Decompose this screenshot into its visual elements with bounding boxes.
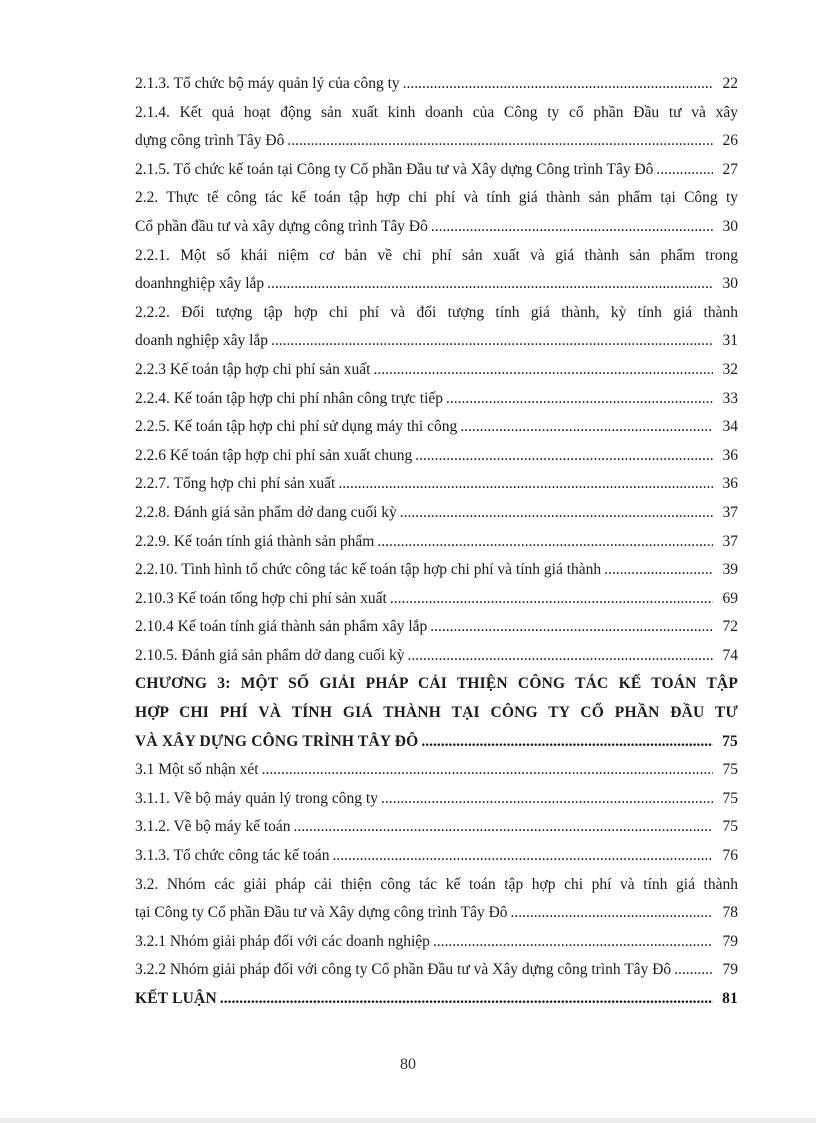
toc-entry-line [135,613,738,642]
toc-dot-leader [381,785,713,814]
toc-dot-leader [430,613,713,642]
toc-entry-title: 2.2.7. Tổng hợp chi phí sản xuất [135,475,336,493]
toc-page-number: 30 [722,275,738,293]
toc-dot-leader [415,442,713,471]
toc-entry [135,956,738,985]
toc-page-number: 75 [722,761,738,779]
toc-dot-leader [656,156,713,185]
toc-entry-title: 2.10.3 Kế toán tổng hợp chi phí sản xuất [135,589,387,607]
toc-entry-title: 2.2.9. Kế toán tính giá thành sản phẩm [135,532,375,550]
toc-entry-title: 3.1 Một số nhận xét [135,761,259,779]
page-number: 80 [400,1056,416,1073]
toc-dot-leader [332,842,713,871]
toc-entry-line [135,442,738,471]
toc-entry [135,99,738,156]
toc-entry [135,299,738,356]
toc-entry-title: dựng công trình Tây Đô [135,132,285,150]
toc-entry [135,613,738,642]
toc-entry-line [135,213,738,242]
toc-entry-title: 3.1.2. Về bộ máy kế toán [135,818,291,836]
toc-page-number: 30 [722,217,738,235]
toc-dot-leader [377,528,713,557]
toc-entry-line [135,899,738,928]
toc-page-number: 39 [722,561,738,579]
toc-entry-title: tại Công ty Cổ phần Đầu tư và Xây dựng công trình Tây Đô [135,904,508,922]
toc-page-number: 76 [722,847,738,865]
toc-page-number: 81 [722,990,738,1007]
toc-entry-line [135,156,738,185]
toc-dot-leader [460,413,713,442]
toc-page-number: 36 [722,446,738,464]
toc-page-number: 32 [722,360,738,378]
toc-dot-leader [262,756,713,785]
toc-entry-title: doanhnghiệp xây lắp [135,275,265,293]
toc-page-number: 34 [722,418,738,436]
toc-entry-title: 3.2.2 Nhóm giải pháp đối với công ty Cổ phần Đầu tư và Xây dựng công trình Tây Đô [135,961,672,979]
toc-dot-leader [390,585,713,614]
toc-entry-title: 2.10.5. Đánh giá sản phẩm dở dang cuối kỳ [135,646,405,664]
toc-dot-leader [373,356,713,385]
toc-entry [135,871,738,928]
toc-entry-title: 2.10.4 Kế toán tính giá thành sản phẩm xây lắp [135,618,428,636]
toc-entry-title: 2.2.8. Đánh giá sản phẩm dở dang cuối kỳ [135,503,397,521]
table-of-contents [135,70,738,1014]
toc-page-number: 22 [722,75,738,92]
toc-entry-line [135,470,738,499]
toc-entry-line [135,842,738,871]
toc-dot-leader [294,813,713,842]
toc-entry-line [135,70,738,99]
toc-entry [135,585,738,614]
toc-entry-text-line: 3.2. Nhóm các giải pháp cải thiện công tác kế toán tập hợp chi phí và tính giá thành [135,875,738,893]
toc-entry-line [135,956,738,985]
toc-entry-line [135,356,738,385]
toc-entry [135,813,738,842]
toc-dot-leader [408,642,714,671]
toc-entry-line [135,642,738,671]
toc-entry-title: 2.2.6 Kế toán tập hợp chi phí sản xuất chung [135,446,413,464]
toc-entry-text-line: 2.1.4. Kết quả hoạt động sản xuất kinh doanh của Công ty cổ phần Đầu tư và xây [135,103,738,121]
toc-dot-leader [446,385,713,414]
toc-page-number: 37 [722,503,738,521]
toc-entry [135,470,738,499]
toc-entry [135,156,738,185]
toc-page-number: 79 [722,961,738,979]
toc-entry-line [135,728,738,757]
toc-page-number: 75 [722,818,738,836]
toc-entry [135,70,738,99]
toc-entry [135,842,738,871]
toc-entry-line [135,499,738,528]
toc-page-number: 79 [722,932,738,950]
toc-page-number: 33 [722,389,738,407]
toc-entry-line [135,127,738,156]
page-bottom-edge [0,1118,816,1123]
toc-entry-line [135,327,738,356]
toc-page-number: 75 [722,789,738,807]
toc-entry-title: VÀ XÂY DỰNG CÔNG TRÌNH TÂY ĐÔ [135,732,419,750]
toc-entry [135,356,738,385]
toc-dot-leader [604,556,713,585]
toc-dot-leader [271,327,713,356]
toc-page-number: 31 [722,332,738,350]
toc-entry-text-line: 2.2.1. Một số khái niệm cơ bản về chi phí sản xuất và giá thành sản phẩm trong [135,246,738,264]
toc-entry-title: Cổ phần đầu tư và xây dựng công trình Tây Đô [135,217,428,235]
toc-entry-line [135,928,738,957]
toc-entry [135,385,738,414]
toc-dot-leader [267,270,713,299]
toc-entry [135,413,738,442]
toc-entry [135,242,738,299]
toc-entry-line [135,528,738,557]
toc-entry [135,556,738,585]
toc-dot-leader [433,928,713,957]
toc-entry [135,442,738,471]
toc-entry [135,785,738,814]
toc-dot-leader [400,499,713,528]
toc-page-number: 37 [722,532,738,550]
toc-entry-text-line: CHƯƠNG 3: MỘT SỐ GIẢI PHÁP CẢI THIỆN CÔNG TÁC KẾ TOÁN TẬP [135,675,738,693]
toc-entry-title: 2.2.10. Tình hình tổ chức công tác kế toán tập hợp chi phí và tính giá thành [135,561,602,579]
toc-page-number: 74 [722,646,738,664]
toc-entry-line [135,785,738,814]
toc-entry [135,184,738,241]
toc-page-number: 69 [722,589,738,607]
toc-entry-title: 3.1.3. Tổ chức công tác kế toán [135,847,330,865]
toc-entry-line [135,556,738,585]
toc-entry-title: 2.2.4. Kế toán tập hợp chi phí nhân công trực tiếp [135,389,444,407]
toc-dot-leader [431,213,713,242]
toc-entry-title: 2.1.5. Tổ chức kế toán tại Công ty Cổ phần Đầu tư và Xây dựng Công trình Tây Đô [135,160,654,178]
toc-entry-line [135,756,738,785]
toc-chapter-entry [135,985,738,1014]
toc-entry-line [135,413,738,442]
toc-page-number: 27 [722,160,738,178]
toc-entry-line [135,813,738,842]
toc-entry-line [135,985,738,1014]
toc-entry-text-line: HỢP CHI PHÍ VÀ TÍNH GIÁ THÀNH TẠI CÔNG TY CỔ PHẦN ĐẦU TƯ [135,704,738,722]
toc-dot-leader [287,127,713,156]
toc-entry-title: 2.2.3 Kế toán tập hợp chi phí sản xuất [135,360,371,378]
toc-entry-line [135,385,738,414]
toc-entry-line [135,585,738,614]
toc-dot-leader [338,470,713,499]
toc-entry-text-line: 2.2. Thực tế công tác kế toán tập hợp chi phí và tính giá thành sản phẩm tại Công ty [135,189,738,207]
toc-page-number: 75 [722,732,738,750]
toc-dot-leader [421,728,713,757]
toc-entry [135,928,738,957]
toc-entry-title: KẾT LUẬN [135,990,217,1007]
toc-entry-title: 3.1.1. Về bộ máy quản lý trong công ty [135,789,378,807]
toc-page-number: 36 [722,475,738,493]
toc-dot-leader [511,899,713,928]
toc-entry [135,642,738,671]
toc-entry-text-line: 2.2.2. Đối tượng tập hợp chi phí và đối tượng tính giá thành, kỳ tính giá thành [135,303,738,321]
toc-entry-title: doanh nghiệp xây lắp [135,332,269,350]
toc-entry [135,499,738,528]
toc-entry-line [135,270,738,299]
toc-dot-leader [403,70,713,99]
toc-chapter-entry [135,670,738,756]
toc-entry [135,756,738,785]
toc-entry-title: 2.1.3. Tổ chức bộ máy quản lý của công ty [135,75,400,92]
toc-page-number: 78 [722,904,738,922]
toc-dot-leader [220,985,713,1014]
toc-page-number: 72 [722,618,738,636]
toc-entry-title: 2.2.5. Kế toán tập hợp chi phí sử dụng máy thi công [135,418,458,436]
toc-entry [135,528,738,557]
toc-page-number: 26 [722,132,738,150]
toc-dot-leader [674,956,713,985]
toc-entry-title: 3.2.1 Nhóm giải pháp đối với các doanh nghiệp [135,932,430,950]
